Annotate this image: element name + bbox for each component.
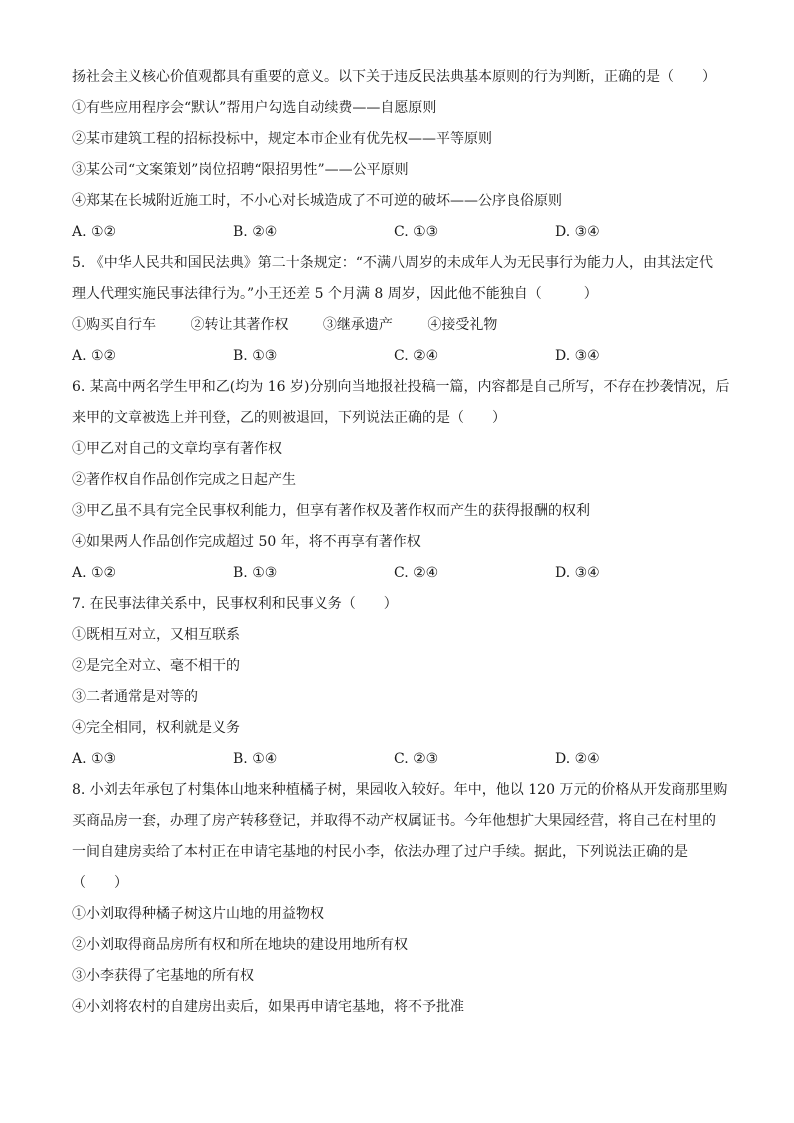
q6-option-a[interactable]: A. ①②	[72, 565, 117, 581]
q4-item-4: ④郑某在长城附近施工时，不小心对长城造成了不可逆的破坏——公序良俗原则	[72, 193, 562, 209]
q7-option-a[interactable]: A. ①③	[72, 751, 117, 767]
q8-item-3: ③小李获得了宅基地的所有权	[72, 968, 254, 984]
q5-item-3: ③继承遗产	[322, 317, 393, 333]
exam-page	[72, 62, 732, 1023]
q7-option-b[interactable]: B. ①④	[233, 751, 278, 767]
q4-option-c[interactable]: C. ①③	[394, 224, 439, 240]
q5-option-b[interactable]: B. ①③	[233, 348, 278, 364]
q8-stem-line-3: 一间自建房卖给了本村正在申请宅基地的村民小李，依法办理了过户手续。据此，下列说法正确的是	[72, 844, 688, 860]
q6-item-3: ③甲乙虽不具有完全民事权利能力，但享有著作权及著作权而产生的获得报酬的权利	[72, 503, 590, 519]
q5-options	[72, 341, 732, 372]
q5-item-4: ④接受礼物	[427, 317, 498, 333]
q6-stem-line-2: 来甲的文章被选上并刊登，乙的则被退回，下列说法正确的是（ ）	[72, 410, 506, 426]
q6-item-1: ①甲乙对自己的文章均享有著作权	[72, 441, 282, 457]
q7-options	[72, 744, 732, 775]
q4-option-b[interactable]: B. ②④	[233, 224, 278, 240]
q4-item-2: ②某市建筑工程的招标投标中，规定本市企业有优先权——平等原则	[72, 131, 492, 147]
q4-stem: 扬社会主义核心价值观都具有重要的意义。以下关于违反民法典基本原则的行为判断，正确的是（ ）	[72, 69, 716, 85]
q8-stem-line-2: 买商品房一套，办理了房产转移登记，并取得不动产权属证书。今年他想扩大果园经营，将自己在村里的	[72, 813, 716, 829]
q4-item-1: ①有些应用程序会“默认”帮用户勾选自动续费——自愿原则	[72, 100, 437, 116]
q5-option-d[interactable]: D. ③④	[555, 348, 600, 364]
q4-item-3: ③某公司“文案策划”岗位招聘“限招男性”——公平原则	[72, 162, 409, 178]
q6-option-d[interactable]: D. ③④	[555, 565, 600, 581]
q5-stem-line-2: 理人代理实施民事法律行为。”小王还差 5 个月满 8 周岁，因此他不能独自（ ）	[72, 286, 598, 302]
q5-option-a[interactable]: A. ①②	[72, 348, 117, 364]
q6-item-4: ④如果两人作品创作完成超过 50 年，将不再享有著作权	[72, 534, 421, 550]
q8-item-2: ②小刘取得商品房所有权和所在地块的建设用地所有权	[72, 937, 408, 953]
q4-options	[72, 217, 732, 248]
q7-option-d[interactable]: D. ②④	[555, 751, 600, 767]
q7-item-2: ②是完全对立、毫不相干的	[72, 658, 240, 674]
q4-option-d[interactable]: D. ③④	[555, 224, 600, 240]
q6-options	[72, 558, 732, 589]
q8-stem-line-4: （ ）	[72, 875, 128, 891]
q5-item-1: ①购买自行车	[72, 317, 156, 333]
q6-option-c[interactable]: C. ②④	[394, 565, 439, 581]
q7-option-c[interactable]: C. ②③	[394, 751, 439, 767]
q4-option-a[interactable]: A. ①②	[72, 224, 117, 240]
q7-item-1: ①既相互对立，又相互联系	[72, 627, 240, 643]
q8-stem-line-1: 8. 小刘去年承包了村集体山地来种植橘子树，果园收入较好。年中，他以 120 万元的价格从开发商那里购	[72, 782, 728, 798]
q8-item-1: ①小刘取得种橘子树这片山地的用益物权	[72, 906, 324, 922]
q6-option-b[interactable]: B. ①③	[233, 565, 278, 581]
q6-stem-line-1: 6. 某高中两名学生甲和乙(均为 16 岁)分别向当地报社投稿一篇，内容都是自己所写，不存在抄袭情况，后	[72, 379, 730, 395]
q6-item-2: ②著作权自作品创作完成之日起产生	[72, 472, 296, 488]
q7-item-3: ③二者通常是对等的	[72, 689, 198, 705]
q5-items	[72, 310, 732, 341]
q7-stem: 7. 在民事法律关系中，民事权利和民事义务（ ）	[72, 596, 398, 612]
q5-stem-line-1: 5. 《中华人民共和国民法典》第二十条规定：“不满八周岁的未成年人为无民事行为能力人，由其法定代	[72, 255, 713, 271]
q5-item-2: ②转让其著作权	[190, 317, 289, 333]
q5-option-c[interactable]: C. ②④	[394, 348, 439, 364]
q7-item-4: ④完全相同，权利就是义务	[72, 720, 240, 736]
q8-item-4: ④小刘将农村的自建房出卖后，如果再申请宅基地，将不予批准	[72, 999, 464, 1015]
